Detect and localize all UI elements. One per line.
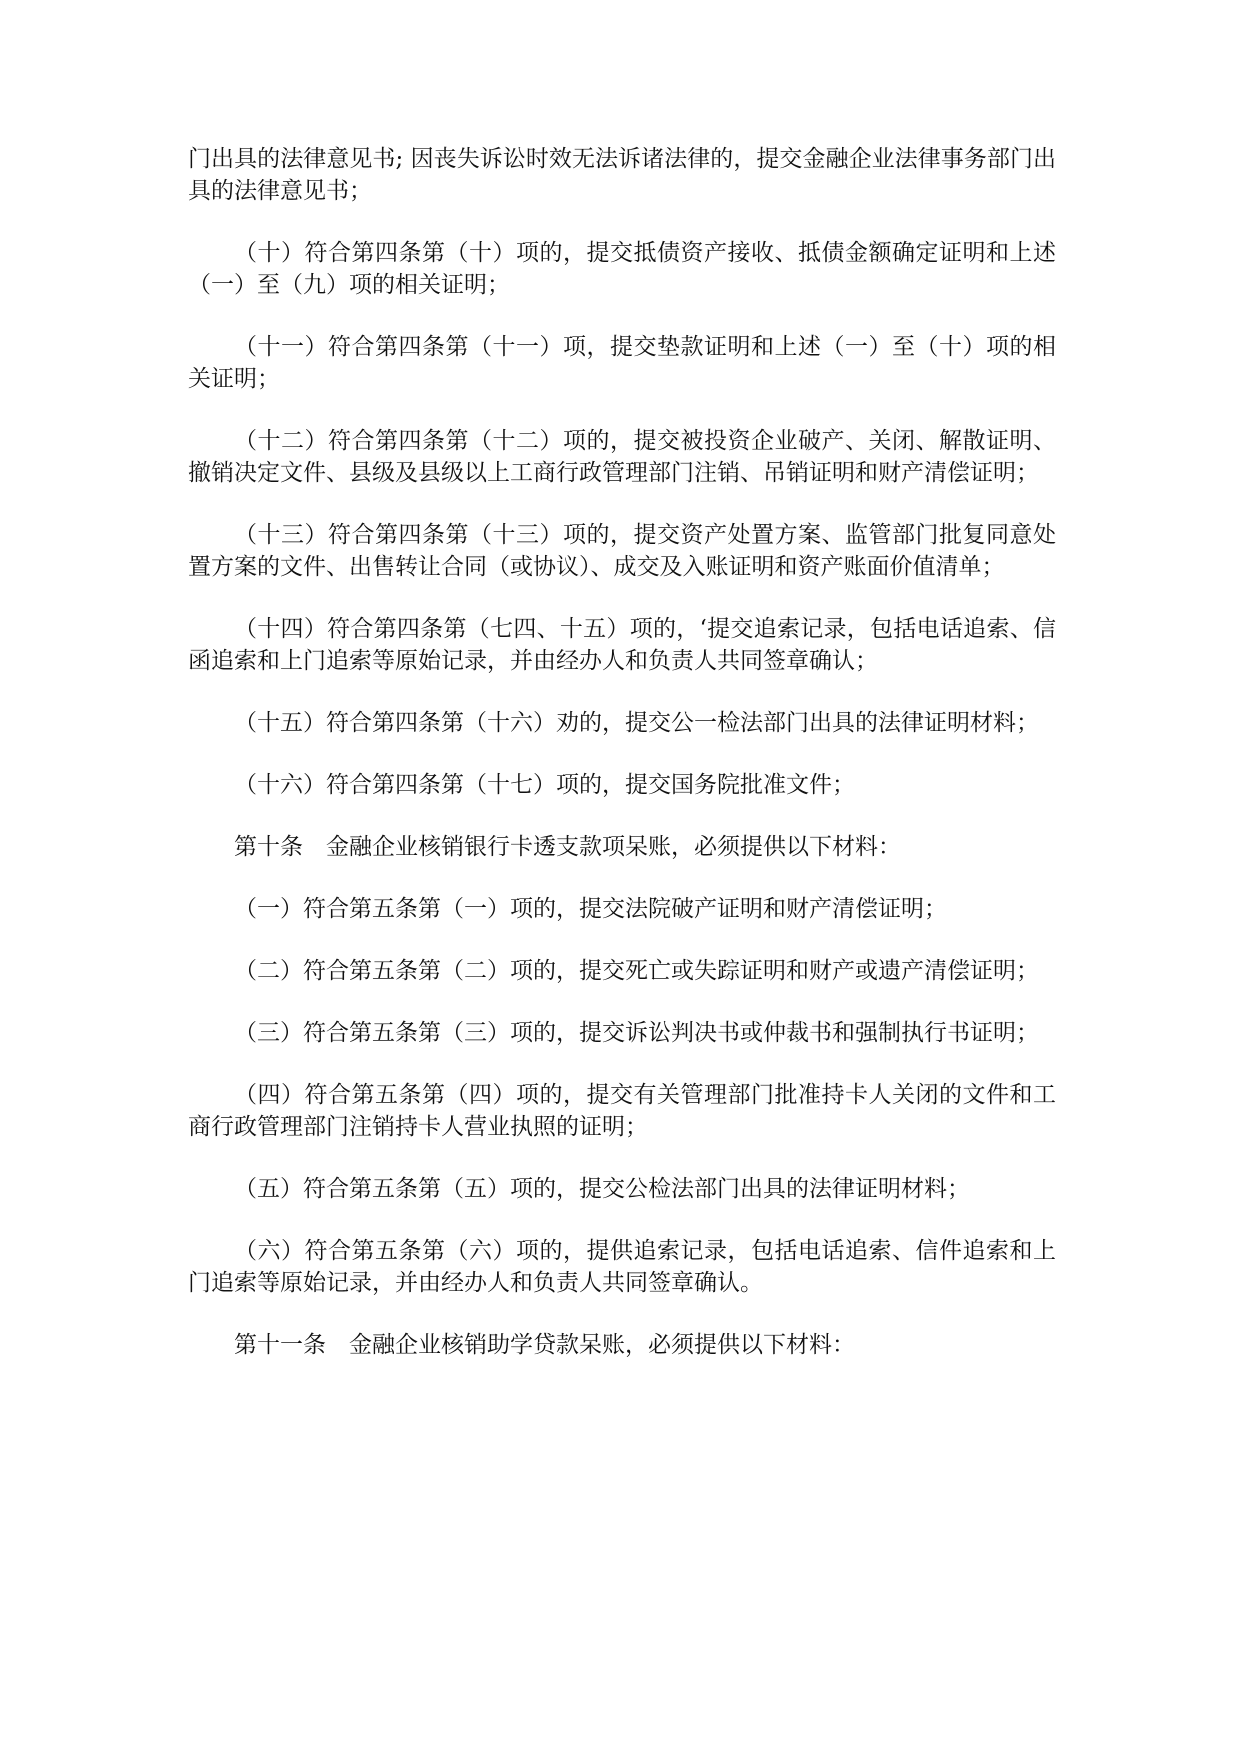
paragraph: （十二）符合第四条第（十二）项的，提交被投资企业破产、关闭、解散证明、撤销决定文件、县级及县级以上工商行政管理部门注销、吊销证明和财产清偿证明； xyxy=(188,428,1056,486)
paragraph: （十六）符合第四条第（十七）项的，提交国务院批准文件； xyxy=(234,772,855,798)
paragraph: （三）符合第五条第（三）项的，提交诉讼判决书或仲裁书和强制执行书证明； xyxy=(234,1020,1039,1046)
paragraph: （十一）符合第四条第（十一）项，提交垫款证明和上述（一）至（十）项的相关证明； xyxy=(188,334,1056,392)
paragraph: 第十条 金融企业核销银行卡透支款项呆账，必须提供以下材料： xyxy=(234,834,901,860)
paragraph: （十五）符合第四条第（十六）劝的，提交公一检法部门出具的法律证明材料； xyxy=(234,710,1039,736)
paragraph: 门出具的法律意见书; 因丧失诉讼时效无法诉诸法律的，提交金融企业法律事务部门出具的法律意见书； xyxy=(188,146,1056,204)
paragraph: （十）符合第四条第（十）项的，提交抵债资产接收、抵债金额确定证明和上述（一）至（九）项的相关证明； xyxy=(188,240,1056,298)
paragraph: 第十一条 金融企业核销助学贷款呆账，必须提供以下材料： xyxy=(234,1332,855,1358)
paragraph: （一）符合第五条第（一）项的，提交法院破产证明和财产清偿证明； xyxy=(234,896,947,922)
paragraph: （五）符合第五条第（五）项的，提交公检法部门出具的法律证明材料； xyxy=(234,1176,970,1202)
paragraph: （十三）符合第四条第（十三）项的，提交资产处置方案、监管部门批复同意处置方案的文件、出售转让合同（或协议）、成交及入账证明和资产账面价值清单； xyxy=(188,522,1056,580)
paragraph: （六）符合第五条第（六）项的，提供追索记录，包括电话追索、信件追索和上门追索等原始记录，并由经办人和负责人共同签章确认。 xyxy=(188,1238,1056,1296)
paragraph: （四）符合第五条第（四）项的，提交有关管理部门批准持卡人关闭的文件和工商行政管理部门注销持卡人营业执照的证明； xyxy=(188,1082,1056,1140)
paragraph: （二）符合第五条第（二）项的，提交死亡或失踪证明和财产或遗产清偿证明； xyxy=(234,958,1039,984)
paragraph: （十四）符合第四条第（七四、十五）项的，‘提交追索记录，包括电话追索、信函追索和上门追索等原始记录，并由经办人和负责人共同签章确认； xyxy=(188,616,1056,674)
document-body xyxy=(188,143,1056,1361)
